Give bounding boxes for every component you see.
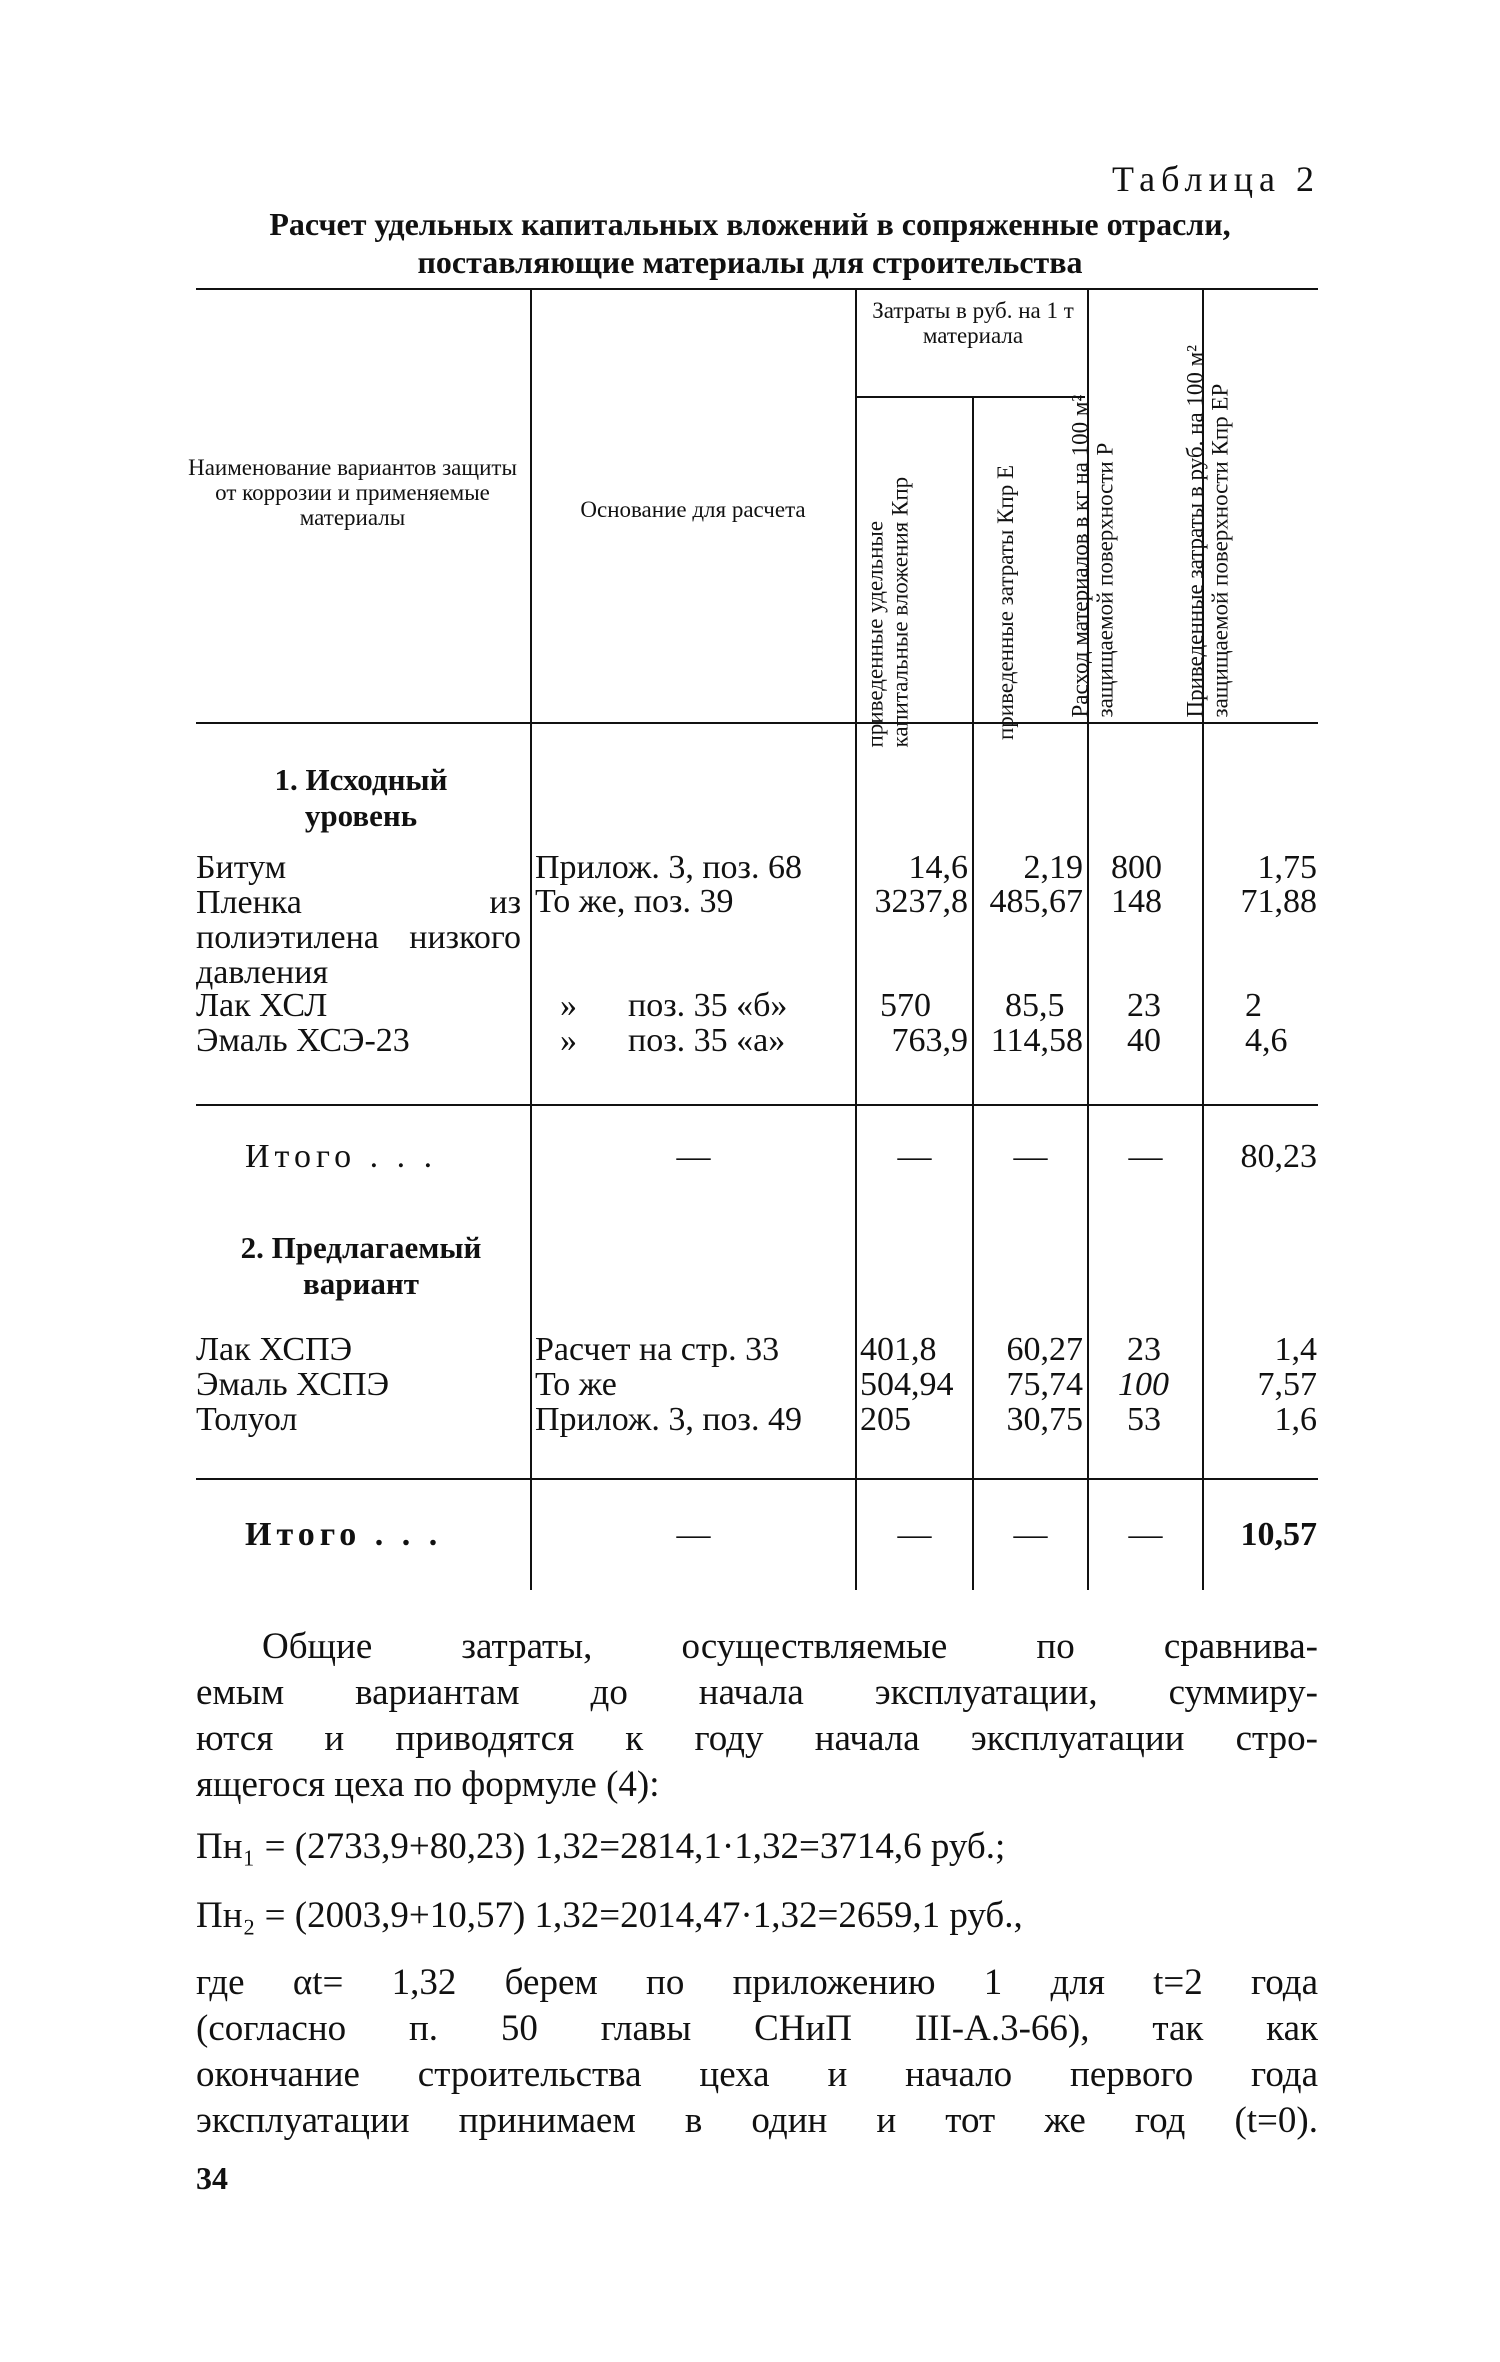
row-basis: То же: [535, 1366, 617, 1403]
row-capital: 570: [880, 987, 931, 1024]
section1-title-line-1: 1. Исходный: [274, 762, 448, 797]
row-basis: » поз. 35 «а»: [560, 1022, 786, 1059]
row-reduced: 85,5: [1005, 987, 1065, 1024]
row-name: Пленка из полиэтилена низкого давления: [196, 884, 521, 991]
total-dash: —: [676, 1516, 711, 1553]
total-dash: —: [1128, 1516, 1163, 1553]
total-dash: —: [897, 1138, 932, 1175]
header-capital: приведенные удельные капитальные вложения Кпр: [862, 476, 913, 748]
row-consumption: 53: [1127, 1401, 1161, 1438]
row-name: Толуол: [196, 1401, 298, 1438]
section1-bottom-rule: [196, 1104, 1318, 1106]
row-capital: 763,9: [891, 1022, 968, 1059]
row-consumption: 23: [1127, 1331, 1161, 1368]
total-dash: —: [897, 1516, 932, 1553]
row-reduced-area: 1,4: [1274, 1331, 1317, 1368]
row-name: Эмаль ХСЭ-23: [196, 1022, 410, 1059]
paragraph2-line-4: эксплуатации принимаем в один и тот же год (t=0).: [196, 2100, 1318, 2141]
row-consumption: 148: [1111, 883, 1162, 920]
header-consumption: Расход материалов в кг на 100 м² защищаемой поверхности Р: [1067, 394, 1118, 718]
row-basis: » поз. 35 «б»: [560, 987, 788, 1024]
paragraph1-line-3: ются и приводятся к году начала эксплуатации стро-: [196, 1718, 1318, 1759]
col-rule-1: [530, 288, 532, 1590]
row-consumption: 23: [1127, 987, 1161, 1024]
paragraph1-line-2: емым вариантам до начала эксплуатации, суммиру-: [196, 1672, 1318, 1713]
row-name: Битум: [196, 849, 287, 886]
header-bottom-rule: [196, 722, 1318, 724]
section2-title-line-1: 2. Предлагаемый: [240, 1230, 482, 1265]
row-capital: 205: [860, 1401, 911, 1438]
row-consumption: 40: [1127, 1022, 1161, 1059]
row-reduced-area: 71,88: [1240, 883, 1317, 920]
row-reduced-area: 2: [1245, 987, 1262, 1024]
table-label: Таблица 2: [1112, 159, 1320, 199]
table-title-line-2: поставляющие материалы для строительства: [417, 244, 1083, 280]
section2-bottom-rule: [196, 1478, 1318, 1480]
row-reduced-area: 7,57: [1257, 1366, 1317, 1403]
row-reduced: 75,74: [1006, 1366, 1083, 1403]
row-capital: 401,8: [860, 1331, 937, 1368]
table-title-line-1: Расчет удельных капитальных вложений в сопряженные отрасли,: [269, 206, 1231, 242]
row-reduced-area: 4,6: [1245, 1022, 1288, 1059]
header-reduced-per-area: Приведенные затраты в руб. на 100 м² защищаемой поверхности Кпр ЕР: [1182, 344, 1233, 718]
section2-total-label: Итого . . .: [245, 1516, 443, 1553]
col-rule-3: [972, 396, 974, 1590]
col-rule-2: [855, 288, 857, 1590]
total-dash: —: [1128, 1138, 1163, 1175]
total-dash: —: [1013, 1138, 1048, 1175]
row-reduced: 60,27: [1006, 1331, 1083, 1368]
row-name: Лак ХСЛ: [196, 987, 328, 1024]
row-name: Лак ХСПЭ: [196, 1331, 353, 1368]
section2-title-line-2: вариант: [303, 1266, 419, 1301]
row-capital: 504,94: [860, 1366, 954, 1403]
row-name: Эмаль ХСПЭ: [196, 1366, 390, 1403]
paragraph2-line-1: где αt= 1,32 берем по приложению 1 для t=2 года: [196, 1962, 1318, 2003]
row-capital: 3237,8: [874, 883, 968, 920]
row-reduced: 485,67: [989, 883, 1083, 920]
header-reduced: приведенные затраты Кпр Е: [993, 464, 1018, 740]
paragraph1-line-4: ящегося цеха по формуле (4):: [196, 1764, 660, 1805]
paragraph2-line-3: окончание строительства цеха и начало первого года: [196, 2054, 1318, 2095]
total-dash: —: [676, 1138, 711, 1175]
section2-total-value: 10,57: [1240, 1516, 1317, 1553]
formula-2: Пн₂ = (2003,9+10,57) 1,32=2014,47·1,32=2659,1 руб.,: [196, 1895, 1023, 1936]
row-reduced: 2,19: [1023, 849, 1083, 886]
row-basis: То же, поз. 39: [535, 883, 734, 920]
paragraph2-line-2: (согласно п. 50 главы СНиП III-А.3-66), так как: [196, 2008, 1318, 2049]
row-consumption: 800: [1111, 849, 1162, 886]
costs-group-rule: [855, 396, 1085, 398]
row-reduced: 114,58: [990, 1022, 1083, 1059]
row-basis: Прилож. 3, поз. 49: [535, 1401, 802, 1438]
section1-title-line-2: уровень: [304, 798, 418, 833]
row-capital: 14,6: [908, 849, 968, 886]
total-dash: —: [1013, 1516, 1048, 1553]
row-reduced: 30,75: [1006, 1401, 1083, 1438]
row-basis: Расчет на стр. 33: [535, 1331, 780, 1368]
section1-total-value: 80,23: [1240, 1138, 1317, 1175]
section1-total-label: Итого . . .: [245, 1138, 438, 1175]
header-name: Наименование вариантов защиты от коррозии и применяемые материалы: [188, 455, 517, 530]
row-reduced-area: 1,75: [1257, 849, 1317, 886]
row-consumption: 100: [1118, 1366, 1169, 1403]
paragraph1-line-1: Общие затраты, осуществляемые по сравнива-: [262, 1626, 1318, 1667]
row-reduced-area: 1,6: [1274, 1401, 1317, 1438]
page-number: 34: [196, 2160, 228, 2196]
formula-1: Пн₁ = (2733,9+80,23) 1,32=2814,1·1,32=3714,6 руб.;: [196, 1826, 1006, 1867]
header-costs-group: Затраты в руб. на 1 т материала: [872, 298, 1074, 348]
table-top-rule: [196, 288, 1318, 290]
header-basis: Основание для расчета: [580, 497, 806, 522]
row-basis: Прилож. 3, поз. 68: [535, 849, 802, 886]
